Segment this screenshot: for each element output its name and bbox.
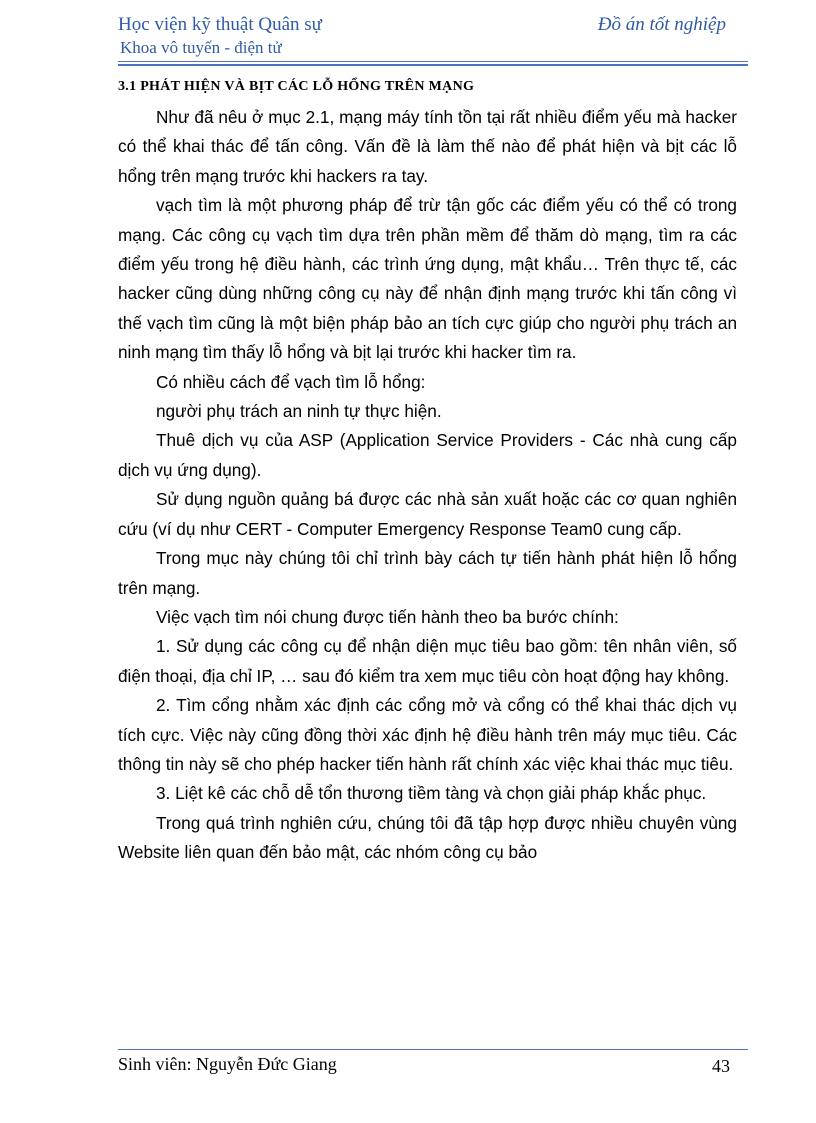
page-number: 43 (712, 1056, 730, 1076)
page-header (118, 12, 748, 60)
header-institution: Học viện kỹ thuật Quân sự (118, 14, 322, 35)
paragraph-approach-self: người phụ trách an ninh tự thực hiện. (156, 401, 442, 422)
paragraph-step-3: 3. Liệt kê các chỗ dễ tổn thương tiềm tàng và chọn giải pháp khắc phục. (156, 783, 707, 804)
paragraph-step-2: 2. Tìm cổng nhằm xác định các cổng mở và cổng có thể khai thác dịch vụ tích cực. Việc này cũng đồng thời xác định hệ điều hành trên máy mục tiêu. Các thông tin này sẽ cho phép hacker tiến hành rất chính xác việc khai thác mục tiêu. (118, 695, 737, 774)
header-department: Khoa vô tuyến - điện tử (120, 38, 282, 57)
footer-student: Sinh viên: Nguyễn Đức Giang (118, 1054, 337, 1074)
header-divider-thin (118, 61, 748, 62)
paragraph-scope: Trong mục này chúng tôi chỉ trình bày cách tự tiến hành phát hiện lỗ hổng trên mạng. (118, 548, 737, 598)
paragraph-approach-public: Sử dụng nguồn quảng bá được các nhà sản xuất hoặc các cơ quan nghiên cứu (ví dụ như CERT - Computer Emergency Response Team0 cung cấp. (118, 489, 737, 539)
paragraph-intro: Như đã nêu ở mục 2.1, mạng máy tính tồn tại rất nhiều điểm yếu mà hacker có thể khai thác để tấn công. Vấn đề là làm thế nào để phát hiện và bịt các lỗ hổng trên mạng trước khi hackers ra tay. (118, 107, 737, 186)
paragraph-research: Trong quá trình nghiên cứu, chúng tôi đã tập hợp được nhiều chuyên vùng Website liên quan đến bảo mật, các nhóm công cụ bảo (118, 812, 737, 863)
paragraph-steps-intro: Việc vạch tìm nói chung được tiến hành theo ba bước chính: (156, 606, 619, 627)
footer-divider (118, 1049, 748, 1050)
body-text (118, 103, 737, 868)
paragraph-approaches-intro: Có nhiều cách để vạch tìm lỗ hổng: (156, 371, 426, 392)
paragraph-approach-asp: Thuê dịch vụ của ASP (Application Service Providers - Các nhà cung cấp dịch vụ ứng dụng). (118, 430, 737, 480)
paragraph-step-1: 1. Sử dụng các công cụ để nhận diện mục tiêu bao gồm: tên nhân viên, số điện thoại, địa chỉ IP, … sau đó kiểm tra xem mục tiêu còn hoạt động hay không. (118, 636, 737, 686)
header-document-type: Đồ án tốt nghiệp (597, 14, 726, 35)
paragraph-scanning-method: vạch tìm là một phương pháp để trừ tận gốc các điểm yếu có thể có trong mạng. Các công cụ vạch tìm dựa trên phần mềm để thăm dò mạng, tìm ra các điểm yếu trong hệ điều hành, các trình ứng dụng, mật khẩu… Trên thực tế, các hacker cũng dùng những công cụ này để nhận định mạng trước khi tấn công vì thế vạch tìm cũng là một biện pháp bảo an tích cực giúp cho người phụ trách an ninh mạng tìm thấy lỗ hổng và bịt lại trước khi hacker tìm ra. (118, 195, 737, 363)
section-title: 3.1 PHÁT HIỆN VÀ BỊT CÁC LỖ HỔNG TRÊN MẠNG (118, 79, 475, 94)
header-divider-thick (118, 64, 748, 66)
